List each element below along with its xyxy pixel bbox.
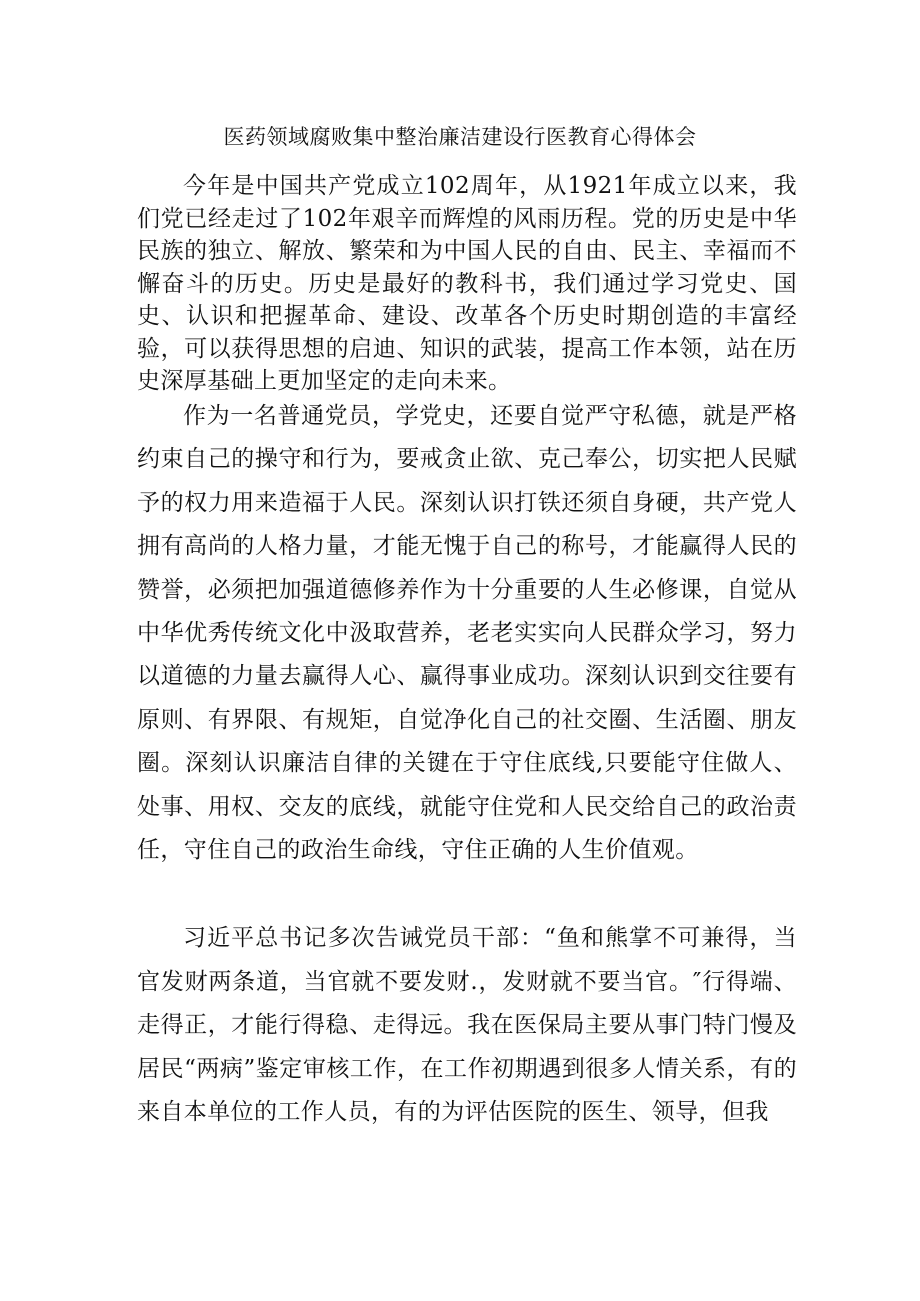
- paragraph-2: 作为一名普通党员，学党史，还要自觉严守私德，就是严格约束自己的操守和行为，要戒贪止欲、克己奉公，切实把人民赋予的权力用来造福于人民。深刻认识打铁还须自身硬，共产党人拥有高尚的人格力量，才能无愧于自己的称号，才能赢得人民的赞誉，必须把加强道德修养作为十分重要的人生必修课，自觉从中华优秀传统文化中汲取营养，老老实实向人民群众学习，努力以道德的力量去赢得人心、赢得事业成功。深刻认识到交往要有原则、有界限、有规矩，自觉净化自己的社交圈、生活圈、朋友圈。深刻认识廉洁自律的关键在于守住底线,只要能守住做人、处事、用权、交友的底线，就能守住党和人民交给自己的政治责任，守住自己的政治生命线，守住正确的人生价值观。: [137, 403, 797, 864]
- paragraph-1: 今年是中国共产党成立102周年，从1921年成立以来，我们党已经走过了102年艰辛而辉煌的风雨历程。党的历史是中华民族的独立、解放、繁荣和为中国人民的自由、民主、幸福而不懈奋斗的历史。历史是最好的教科书，我们通过学习党史、国史、认识和把握革命、建设、改革各个历史时期创造的丰富经验，可以获得思想的启迪、知识的武装，提高工作本领，站在历史深厚基础上更加坚定的走向未来。: [137, 173, 797, 394]
- document-title: 医药领域腐败集中整治廉洁建设行医教育心得体会: [223, 125, 697, 149]
- paragraph-3: 习近平总书记多次告诫党员干部：“鱼和熊掌不可兼得，当官发财两条道，当官就不要发财.，发财就不要当官。″行得端、走得正，才能行得稳、走得远。我在医保局主要从事门特门慢及居民“两病”鉴定审核工作，在工作初期遇到很多人情关系，有的来自本单位的工作人员，有的为评估医院的医生、领导，但我: [137, 925, 797, 1125]
